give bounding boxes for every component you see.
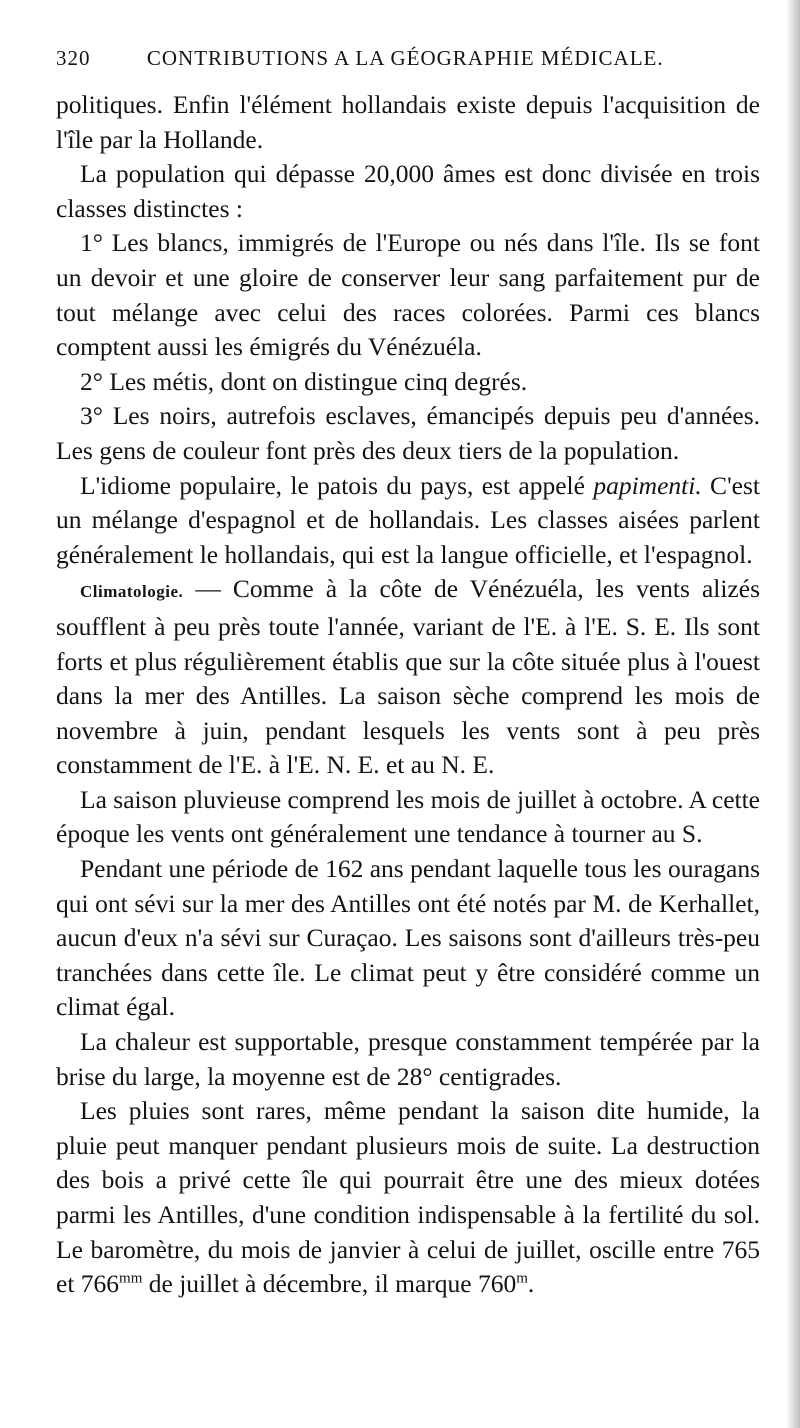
running-header <box>56 46 760 86</box>
paragraph: politiques. Enfin l'élément hollandais existe depuis l'acquisition de l'île par la Hollande. <box>56 90 760 154</box>
paragraph: La chaleur est supportable, presque constamment tempérée par la brise du large, la moyenne est de 28° centigrades. <box>56 1027 760 1091</box>
page-number: 320 <box>56 46 91 70</box>
body-text <box>56 88 760 1302</box>
book-page <box>56 46 760 1302</box>
italic-term: papimenti. <box>593 470 702 500</box>
paragraph-text: Les pluies sont rares, même pendant la saison dite humide, la pluie peut manquer pendant plusieurs mois de suite. La destruction des bois a privé cette île qui pourrait être une des mieux dotées parmi les Antilles, d'une condition indispensable à la fertilité du sol. Le baromètre, du mois de janvier à celui de juillet, oscille entre 765 et 766 <box>56 1096 760 1299</box>
unit-superscript: mm <box>119 1270 143 1287</box>
paragraph-text: C'est un mélange d'espagnol et de hollandais. Les classes aisées parlent généralement le hollandais, qui est la langue officielle, et l'espagnol. <box>56 470 760 569</box>
running-title: CONTRIBUTIONS A LA GÉOGRAPHIE MÉDICALE. <box>146 46 664 70</box>
paragraph <box>56 469 760 573</box>
paragraph <box>56 572 760 783</box>
paragraph: 2° Les métis, dont on distingue cinq degrés. <box>80 366 528 396</box>
page-edge-shadow <box>786 0 800 1428</box>
paragraph: 1° Les blancs, immigrés de l'Europe ou nés dans l'île. Ils se font un devoir et une gloire de conserver leur sang parfaitement pur de tout mélange avec celui des races colorées. Parmi ces blancs comptent aussi les émigrés du Vénézuéla. <box>56 228 760 362</box>
paragraph-text: de juillet à décembre, il marque 760 <box>142 1269 517 1299</box>
unit-superscript: m <box>516 1270 528 1287</box>
paragraph-text: L'idiome populaire, le patois du pays, est appelé <box>80 470 594 500</box>
paragraph: La saison pluvieuse comprend les mois de juillet à octobre. A cette époque les vents ont généralement une tendance à tourner au S. <box>56 784 760 849</box>
paragraph: 3° Les noirs, autrefois esclaves, émancipés depuis peu d'années. Les gens de couleur font près des deux tiers de la population. <box>56 401 760 465</box>
paragraph: La population qui dépasse 20,000 âmes est donc divisée en trois classes distinctes : <box>56 159 760 223</box>
paragraph: Pendant une période de 162 ans pendant laquelle tous les ouragans qui ont sévi sur la mer des Antilles ont été notés par M. de Kerhallet, aucun d'eux n'a sévi sur Curaçao. Les saisons sont d'ailleurs très-peu tranchées dans cette île. Le climat peut y être considéré comme un climat égal. <box>56 854 760 1022</box>
section-heading: Climatologie. <box>80 582 184 602</box>
paragraph <box>56 1094 760 1302</box>
paragraph-text: — Comme à la côte de Vénézuéla, les vents alizés soufflent à peu près toute l'année, variant de l'E. à l'E. S. E. Ils sont forts et plus régulièrement établis que sur la côte située plus à l'ouest dans la mer des Antilles. La saison sèche comprend les mois de novembre à juin, pendant lesquels les vents sont à peu près constamment de l'E. à l'E. N. E. et au N. E. <box>56 574 760 780</box>
paragraph-text: . <box>527 1269 535 1299</box>
